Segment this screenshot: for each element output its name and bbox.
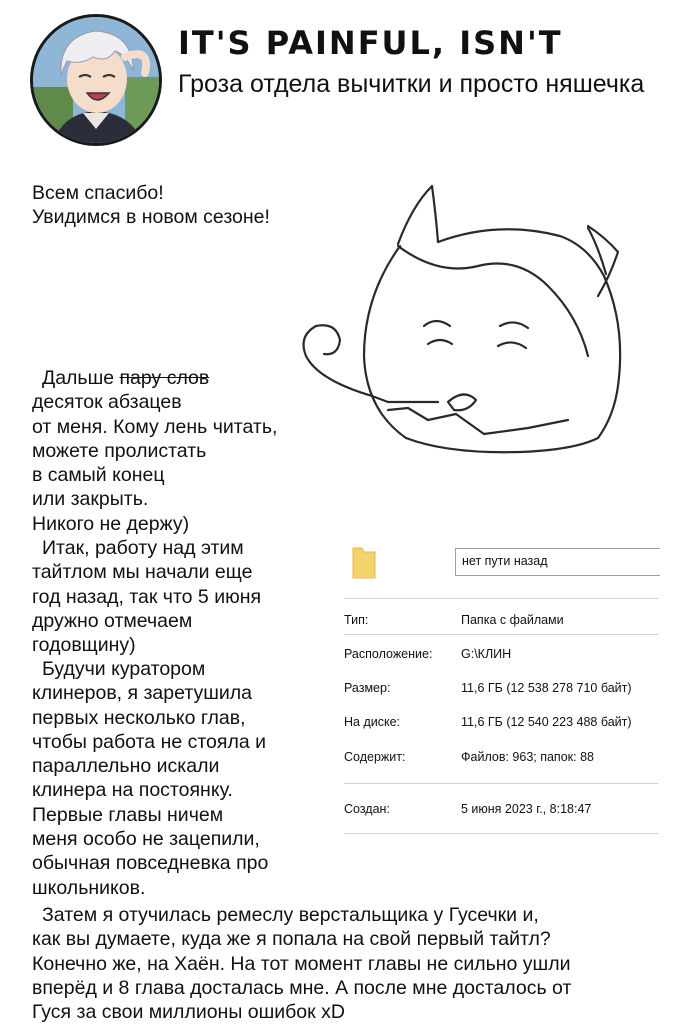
property-row-created bbox=[344, 802, 658, 820]
page-title: IT'S PAINFUL, ISN'T bbox=[178, 24, 563, 62]
property-row-size bbox=[344, 681, 658, 699]
paragraph-curator bbox=[32, 657, 268, 900]
property-value: Файлов: 963; папок: 88 bbox=[461, 750, 594, 764]
property-value: 5 июня 2023 г., 8:18:47 bbox=[461, 802, 592, 816]
paragraph-line: годовщину) bbox=[32, 634, 136, 657]
paragraph-line: первых несколько глав, bbox=[32, 706, 246, 729]
paragraph-line: обычная повседневка про bbox=[32, 852, 269, 875]
paragraph-line: год назад, так что 5 июня bbox=[32, 585, 262, 608]
property-value: G:\КЛИН bbox=[461, 647, 512, 661]
folder-properties-panel bbox=[340, 530, 660, 860]
greeting-line: Увидимся в новом сезоне! bbox=[32, 206, 270, 229]
property-label: На диске: bbox=[344, 715, 401, 729]
paragraph-line: меня особо не зацепили, bbox=[32, 828, 260, 851]
paragraph-line: параллельно искали bbox=[32, 755, 220, 778]
party-horn-girl-sketch bbox=[288, 176, 654, 476]
greeting-block bbox=[32, 181, 270, 230]
paragraph-line: Гуся за свои миллионы ошибок xD bbox=[32, 1001, 345, 1024]
property-label: Расположение: bbox=[344, 647, 433, 661]
intro-line: десяток абзацев bbox=[32, 391, 182, 414]
divider bbox=[344, 598, 658, 599]
property-value: Папка с файлами bbox=[461, 613, 564, 627]
paragraph-line: Будучи куратором bbox=[42, 658, 206, 680]
paragraph-line: клинера на постоянку. bbox=[32, 779, 233, 802]
paragraph-line: тайтлом мы начали еще bbox=[32, 561, 253, 584]
intro-line: от меня. Кому лень читать, bbox=[32, 415, 278, 438]
avatar bbox=[30, 14, 162, 146]
property-row-location bbox=[344, 647, 658, 665]
greeting-line: Всем спасибо! bbox=[32, 182, 164, 204]
intro-line: можете пролистать bbox=[32, 439, 207, 462]
property-value: 11,6 ГБ (12 538 278 710 байт) bbox=[461, 681, 632, 695]
avatar-portrait bbox=[33, 17, 159, 143]
property-row-type bbox=[344, 613, 658, 631]
paragraph-line: Затем я отучилась ремеслу верстальщика у Гусечки и, bbox=[42, 904, 539, 926]
folder-name-field[interactable]: нет пути назад bbox=[455, 548, 660, 576]
divider bbox=[344, 634, 658, 635]
intro-first-line bbox=[32, 366, 277, 390]
property-label: Тип: bbox=[344, 613, 369, 627]
page-subtitle: Гроза отдела вычитки и просто няшечка bbox=[178, 70, 645, 98]
property-label: Размер: bbox=[344, 681, 391, 695]
struck-phrase: пару слов bbox=[119, 367, 210, 389]
paragraph-line: школьников. bbox=[32, 876, 146, 899]
paragraph-line: чтобы работа не стояла и bbox=[32, 730, 266, 753]
paragraph-line: вперёд и 8 глава досталась мне. А после мне досталось от bbox=[32, 976, 572, 999]
paragraph-line: Итак, работу над этим bbox=[42, 537, 244, 559]
intro-block bbox=[32, 366, 277, 536]
folder-icon bbox=[350, 544, 378, 580]
divider bbox=[344, 833, 658, 834]
divider bbox=[344, 783, 658, 784]
paragraph-anniversary bbox=[32, 536, 261, 657]
intro-line: или закрыть. bbox=[32, 488, 149, 511]
intro-word: Дальше bbox=[42, 367, 115, 389]
intro-line: в самый конец bbox=[32, 464, 165, 487]
paragraph-line: дружно отмечаем bbox=[32, 609, 193, 632]
intro-line: Никого не держу) bbox=[32, 512, 190, 535]
paragraph-layout bbox=[32, 903, 672, 1024]
paragraph-line: как вы думаете, куда же я попала на свой первый тайтл? bbox=[32, 928, 551, 951]
property-row-disk bbox=[344, 715, 658, 733]
property-value: 11,6 ГБ (12 540 223 488 байт) bbox=[461, 715, 632, 729]
property-row-contains bbox=[344, 750, 658, 768]
property-label: Создан: bbox=[344, 802, 390, 816]
property-label: Содержит: bbox=[344, 750, 406, 764]
paragraph-line: Первые главы ничем bbox=[32, 803, 224, 826]
paragraph-line: клинеров, я заретушила bbox=[32, 682, 252, 705]
paragraph-line: Конечно же, на Хаён. На тот момент главы не сильно ушли bbox=[32, 952, 571, 975]
